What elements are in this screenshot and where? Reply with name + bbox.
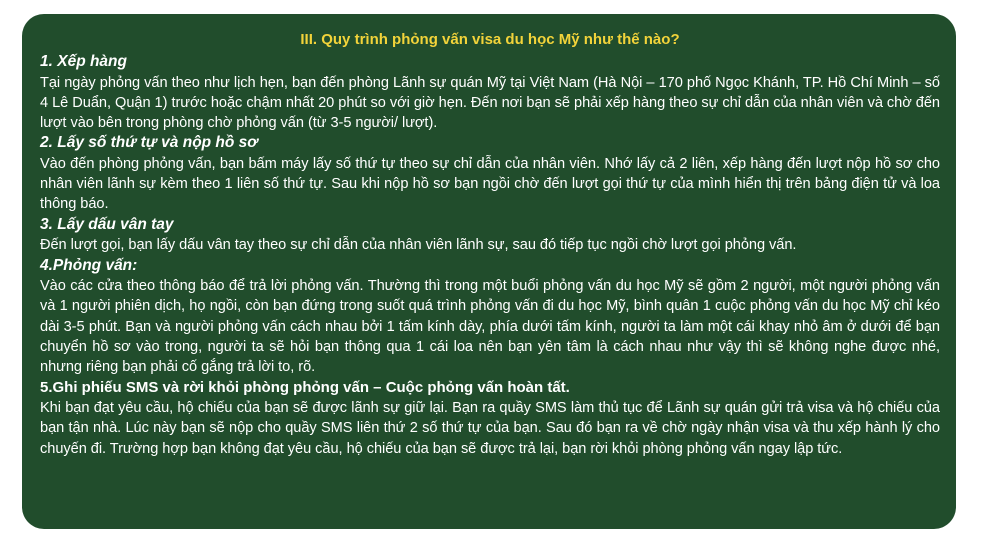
step-2-body: Vào đến phòng phỏng vấn, bạn bấm máy lấy số thứ tự theo sự chỉ dẫn của nhân viên. Nhớ lấy cả 2 liên, xếp hàng đến lượt nộp hồ sơ cho nhân viên lãnh sự kèm theo 1 liên số thứ tự. Sau khi nộp hồ sơ bạn ngồi chờ đến lượt gọi thứ tự của mình hiển thị trên bảng điện tử và loa thông báo. [40,155,940,213]
section-title: III. Quy trình phỏng vấn visa du học Mỹ như thế nào? [300,31,680,48]
step-2-heading: 2. Lấy số thứ tự và nộp hồ sơ [40,134,258,152]
step-1-body: Tại ngày phỏng vấn theo như lịch hẹn, bạn đến phòng Lãnh sự quán Mỹ tại Việt Nam (Hà Nội – 170 phố Ngọc Khánh, TP. Hồ Chí Minh – số 4 Lê Duẩn, Quận 1) trước hoặc chậm nhất 20 phút so với giờ hẹn. Đến nơi bạn sẽ phải xếp hàng theo sự chỉ dẫn của nhân viên và chờ đến lượt vào bên trong phòng chờ phỏng vấn (từ 3-5 người/ lượt). [40,74,940,132]
step-4-heading: 4.Phỏng vấn: [40,256,138,274]
step-3-heading: 3. Lấy dấu vân tay [40,215,174,233]
step-4-body: Vào các cửa theo thông báo để trả lời phỏng vấn. Thường thì trong một buổi phỏng vấn du học Mỹ sẽ gồm 2 người, một người phỏng vấn và 1 người phiên dịch, họ ngồi, còn bạn đứng trong suốt quá trình phỏng vấn đi du học Mỹ, bình quân 1 cuộc phỏng vấn du học Mỹ chỉ kéo dài 3-5 phút. Bạn và người phỏng vấn cách nhau bởi 1 tấm kính dày, phía dưới tấm kính, người ta làm một cái khay nhỏ âm ở dưới để bạn chuyển hồ sơ vào trong, người ta sẽ hỏi bạn thông qua 1 cái loa nên bạn yên tâm là cách nhau như vậy thì sẽ không nghe được nhé, nhưng riêng bạn phải cố gắng trả lời to, rõ. [40,278,940,376]
step-3-body: Đến lượt gọi, bạn lấy dấu vân tay theo sự chỉ dẫn của nhân viên lãnh sự, sau đó tiếp tục ngồi chờ lượt gọi phỏng vấn. [40,237,797,254]
step-5-heading: 5.Ghi phiếu SMS và rời khỏi phòng phỏng vấn – Cuộc phỏng vấn hoàn tất. [40,378,570,396]
visa-interview-process-card [22,14,956,529]
step-5-body: Khi bạn đạt yêu cầu, hộ chiếu của bạn sẽ được lãnh sự giữ lại. Bạn ra quầy SMS làm thủ tục để Lãnh sự quán gửi trả visa và hộ chiếu của bạn tận nhà. Lúc này bạn sẽ nộp cho quầy SMS liên thứ 2 số thứ tự của bạn. Sau đó bạn ra về chờ ngày nhận visa và thu xếp hành lý cho chuyến đi. Trường hợp bạn không đạt yêu cầu, hộ chiếu của bạn sẽ được trả lại, bạn rời khỏi phòng phỏng vấn ngay lập tức. [40,400,940,457]
step-1-heading: 1. Xếp hàng [40,53,127,70]
